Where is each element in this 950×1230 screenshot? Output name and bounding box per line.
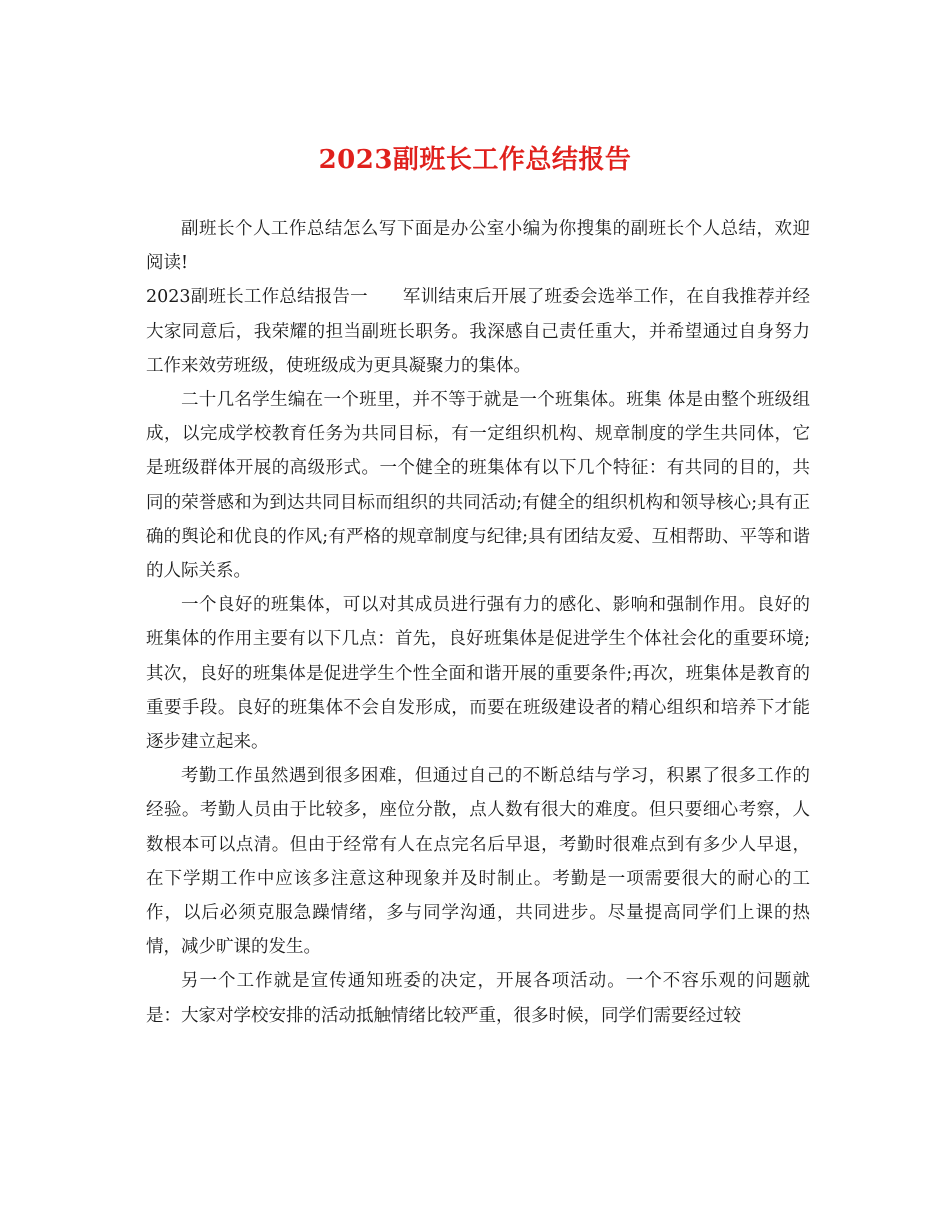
section-one-paragraph <box>146 280 810 383</box>
section-heading: 2023副班长工作总结报告一 <box>146 287 368 308</box>
document-body <box>146 212 810 1033</box>
body-paragraph: 二十几名学生编在一个班里，并不等于就是一个班集体。班集 体是由整个班级组成，以完成学校教育任务为共同目标，有一定组织机构、规章制度的学生共同体，它是班级群体开展的高级形式。一个健全的班集体有以下几个特征：有共同的目的，共同的荣誉感和为到达共同目标而组织的共同活动;有健全的组织机构和领导核心;具有正确的舆论和优良的作风;有严格的规章制度与纪律;具有团结友爱、互相帮助、平等和谐的人际关系。 <box>146 390 810 582</box>
body-paragraph: 一个良好的班集体，可以对其成员进行强有力的感化、影响和强制作用。良好的班集体的作用主要有以下几点：首先，良好班集体是促进学生个体社会化的重要环境;其次，良好的班集体是促进学生个性全面和谐开展的重要条件;再次，班集体是教育的重要手段。良好的班集体不会自发形成，而要在班级建设者的精心组织和培养下才能逐步建立起来。 <box>146 595 810 753</box>
document-title: 2023副班长工作总结报告 <box>318 145 632 175</box>
intro-paragraph: 副班长个人工作总结怎么写下面是办公室小编为你搜集的副班长个人总结，欢迎阅读! <box>146 219 810 274</box>
paragraph-text: 军训结束后开展了班委会选举工作，在自我推荐并经大家同意后，我荣耀的担当副班长职务。我深感自己责任重大，并希望通过自身努力工作来效劳班级，使班级成为更具凝聚力的集体。 <box>146 287 810 376</box>
body-paragraph: 考勤工作虽然遇到很多困难，但通过自己的不断总结与学习，积累了很多工作的经验。考勤人员由于比较多，座位分散，点人数有很大的难度。但只要细心考察，人数根本可以点清。但由于经常有人在点完名后早退，考勤时很难点到有多少人早退，在下学期工作中应该多注意这种现象并及时制止。考勤是一项需要很大的耐心的工作，以后必须克服急躁情绪，多与同学沟通，共同进步。尽量提高同学们上课的热情，减少旷课的发生。 <box>146 766 810 958</box>
body-paragraph: 另一个工作就是宣传通知班委的决定，开展各项活动。一个不容乐观的问题就是：大家对学校安排的活动抵触情绪比较严重，很多时候，同学们需要经过较 <box>146 971 810 1026</box>
